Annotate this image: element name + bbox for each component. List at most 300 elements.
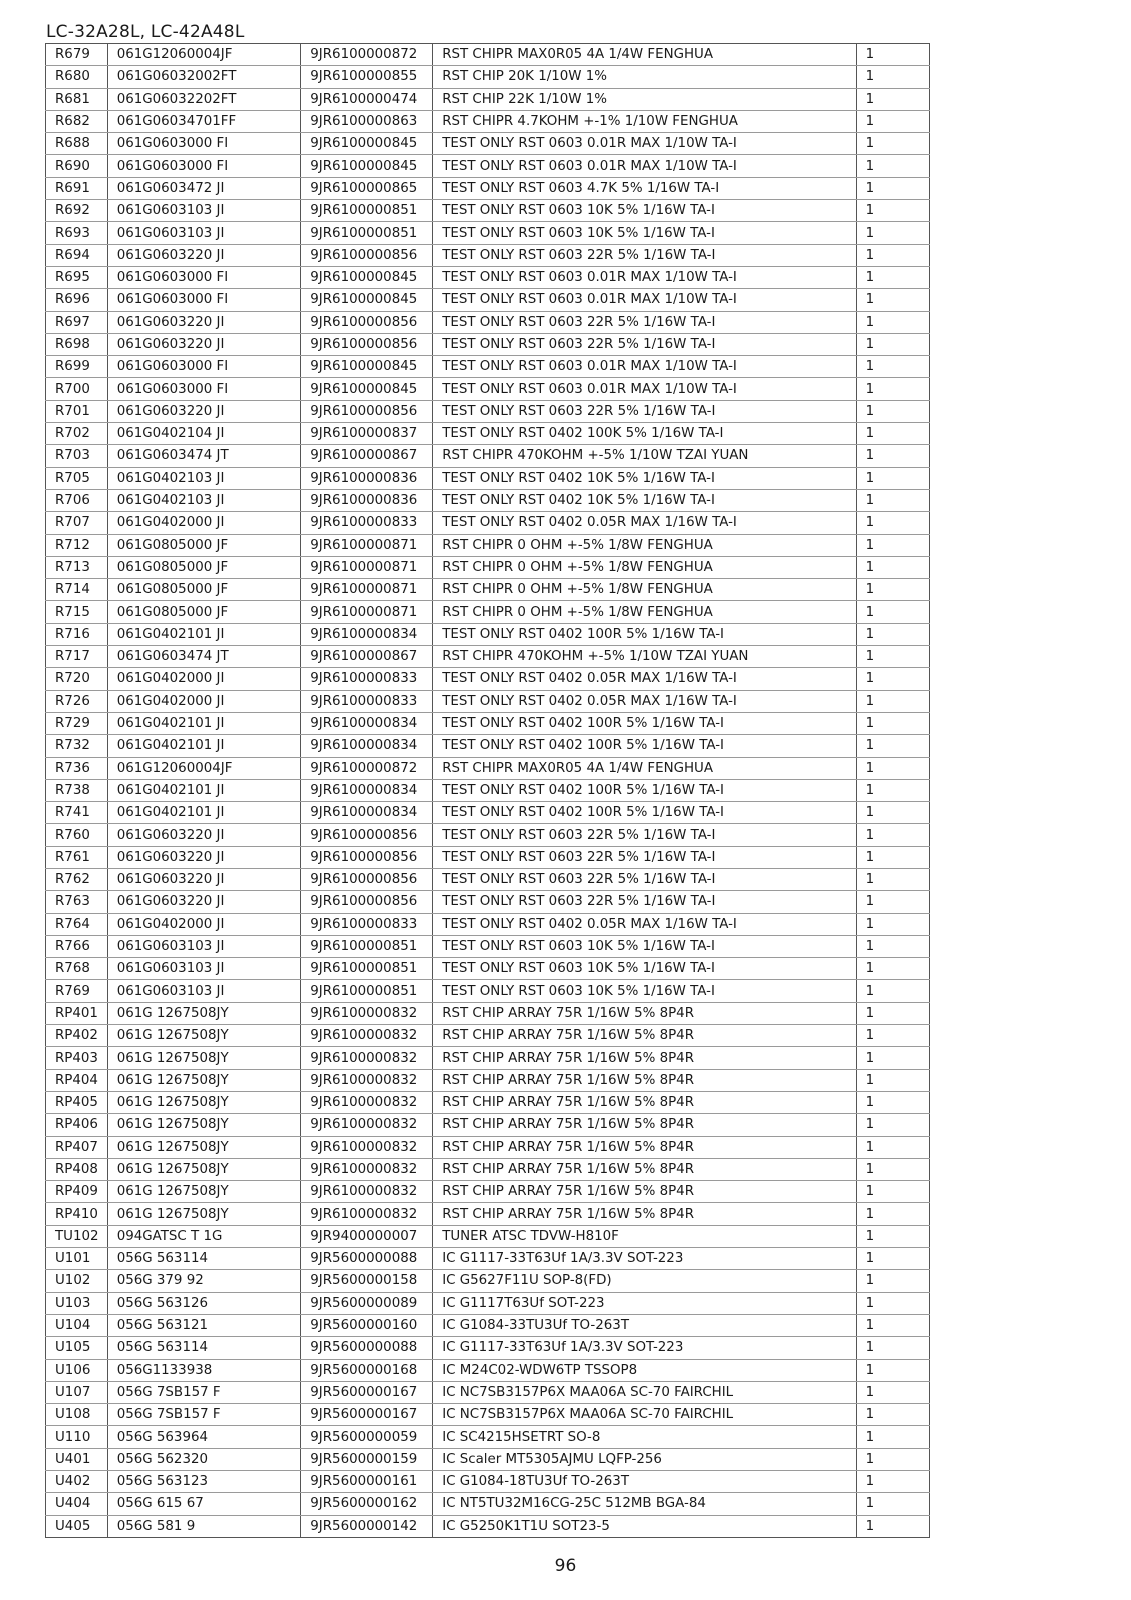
part-number-cell: 061G0603220 JI [107,891,301,913]
item-code-cell: 9JR5600000142 [301,1515,433,1537]
part-number-cell: 061G0805000 JF [107,579,301,601]
item-code-cell: 9JR6100000834 [301,623,433,645]
item-code-cell: 9JR6100000832 [301,1181,433,1203]
part-number-cell: 061G0603220 JI [107,333,301,355]
item-code-cell: 9JR6100000856 [301,824,433,846]
part-number-cell: 061G0402104 JI [107,423,301,445]
quantity-cell: 1 [856,66,929,88]
item-code-cell: 9JR5600000167 [301,1381,433,1403]
quantity-cell: 1 [856,935,929,957]
part-number-cell: 056G 563126 [107,1292,301,1314]
item-code-cell: 9JR6100000845 [301,133,433,155]
table-row [46,1292,930,1314]
part-number-cell: 056G 615 67 [107,1493,301,1515]
quantity-cell: 1 [856,1069,929,1091]
table-row [46,623,930,645]
part-number-cell: 061G12060004JF [107,44,301,66]
description-cell: RST CHIPR 470KOHM +-5% 1/10W TZAI YUAN [433,646,856,668]
quantity-cell: 1 [856,1002,929,1024]
ref-designator-cell: U401 [46,1448,108,1470]
quantity-cell: 1 [856,467,929,489]
description-cell: RST CHIP 22K 1/10W 1% [433,88,856,110]
ref-designator-cell: U103 [46,1292,108,1314]
quantity-cell: 1 [856,712,929,734]
table-row [46,868,930,890]
ref-designator-cell: R692 [46,200,108,222]
quantity-cell: 1 [856,266,929,288]
quantity-cell: 1 [856,1025,929,1047]
item-code-cell: 9JR6100000834 [301,802,433,824]
ref-designator-cell: R694 [46,244,108,266]
item-code-cell: 9JR6100000837 [301,423,433,445]
description-cell: TEST ONLY RST 0402 0.05R MAX 1/16W TA-I [433,512,856,534]
item-code-cell: 9JR6100000836 [301,467,433,489]
table-row [46,1381,930,1403]
description-cell: TEST ONLY RST 0402 0.05R MAX 1/16W TA-I [433,690,856,712]
table-row [46,1181,930,1203]
quantity-cell: 1 [856,356,929,378]
table-row [46,958,930,980]
quantity-cell: 1 [856,601,929,623]
item-code-cell: 9JR6100000832 [301,1069,433,1091]
ref-designator-cell: R697 [46,311,108,333]
quantity-cell: 1 [856,311,929,333]
item-code-cell: 9JR6100000833 [301,690,433,712]
ref-designator-cell: U404 [46,1493,108,1515]
description-cell: RST CHIP ARRAY 75R 1/16W 5% 8P4R [433,1025,856,1047]
quantity-cell: 1 [856,891,929,913]
quantity-cell: 1 [856,1136,929,1158]
parts-list-table [45,43,930,1538]
table-row [46,735,930,757]
description-cell: TUNER ATSC TDVW-H810F [433,1225,856,1247]
ref-designator-cell: R764 [46,913,108,935]
table-row [46,1114,930,1136]
description-cell: IC G1084-33TU3Uf TO-263T [433,1314,856,1336]
quantity-cell: 1 [856,735,929,757]
quantity-cell: 1 [856,1203,929,1225]
item-code-cell: 9JR5600000161 [301,1471,433,1493]
item-code-cell: 9JR5600000158 [301,1270,433,1292]
quantity-cell: 1 [856,824,929,846]
table-row [46,913,930,935]
description-cell: RST CHIP ARRAY 75R 1/16W 5% 8P4R [433,1203,856,1225]
ref-designator-cell: R713 [46,556,108,578]
ref-designator-cell: U402 [46,1471,108,1493]
table-row [46,935,930,957]
table-row [46,88,930,110]
ref-designator-cell: RP402 [46,1025,108,1047]
description-cell: IC G5250K1T1U SOT23-5 [433,1515,856,1537]
table-row [46,445,930,467]
ref-designator-cell: R701 [46,400,108,422]
description-cell: TEST ONLY RST 0402 100R 5% 1/16W TA-I [433,779,856,801]
ref-designator-cell: U105 [46,1337,108,1359]
ref-designator-cell: RP408 [46,1158,108,1180]
part-number-cell: 061G 1267508JY [107,1114,301,1136]
part-number-cell: 056G 563121 [107,1314,301,1336]
ref-designator-cell: R715 [46,601,108,623]
table-row [46,1270,930,1292]
ref-designator-cell: TU102 [46,1225,108,1247]
description-cell: TEST ONLY RST 0402 0.05R MAX 1/16W TA-I [433,913,856,935]
description-cell: RST CHIP ARRAY 75R 1/16W 5% 8P4R [433,1181,856,1203]
quantity-cell: 1 [856,1314,929,1336]
quantity-cell: 1 [856,802,929,824]
ref-designator-cell: R714 [46,579,108,601]
table-row [46,802,930,824]
description-cell: IC NT5TU32M16CG-25C 512MB BGA-84 [433,1493,856,1515]
table-row [46,757,930,779]
part-number-cell: 061G0402000 JI [107,913,301,935]
item-code-cell: 9JR6100000834 [301,735,433,757]
description-cell: TEST ONLY RST 0603 22R 5% 1/16W TA-I [433,311,856,333]
description-cell: TEST ONLY RST 0603 0.01R MAX 1/10W TA-I [433,266,856,288]
item-code-cell: 9JR5600000089 [301,1292,433,1314]
table-row [46,1025,930,1047]
description-cell: IC Scaler MT5305AJMU LQFP-256 [433,1448,856,1470]
ref-designator-cell: U102 [46,1270,108,1292]
ref-designator-cell: R702 [46,423,108,445]
ref-designator-cell: R768 [46,958,108,980]
table-row [46,467,930,489]
part-number-cell: 061G0603472 JI [107,177,301,199]
description-cell: IC G1117-33T63Uf 1A/3.3V SOT-223 [433,1248,856,1270]
part-number-cell: 061G0805000 JF [107,534,301,556]
table-row [46,489,930,511]
quantity-cell: 1 [856,668,929,690]
ref-designator-cell: R707 [46,512,108,534]
item-code-cell: 9JR6100000851 [301,958,433,980]
item-code-cell: 9JR6100000856 [301,891,433,913]
part-number-cell: 061G0805000 JF [107,601,301,623]
quantity-cell: 1 [856,44,929,66]
quantity-cell: 1 [856,423,929,445]
item-code-cell: 9JR6100000834 [301,779,433,801]
table-row [46,646,930,668]
item-code-cell: 9JR6100000871 [301,579,433,601]
item-code-cell: 9JR6100000872 [301,44,433,66]
ref-designator-cell: R691 [46,177,108,199]
part-number-cell: 061G0603103 JI [107,200,301,222]
part-number-cell: 056G 379 92 [107,1270,301,1292]
ref-designator-cell: RP409 [46,1181,108,1203]
ref-designator-cell: RP406 [46,1114,108,1136]
table-row [46,378,930,400]
quantity-cell: 1 [856,1158,929,1180]
quantity-cell: 1 [856,958,929,980]
item-code-cell: 9JR6100000867 [301,646,433,668]
description-cell: TEST ONLY RST 0603 0.01R MAX 1/10W TA-I [433,133,856,155]
table-row [46,1493,930,1515]
ref-designator-cell: R720 [46,668,108,690]
part-number-cell: 061G0603220 JI [107,846,301,868]
ref-designator-cell: R703 [46,445,108,467]
item-code-cell: 9JR5600000162 [301,1493,433,1515]
part-number-cell: 061G0603000 FI [107,155,301,177]
description-cell: RST CHIP 20K 1/10W 1% [433,66,856,88]
description-cell: TEST ONLY RST 0402 10K 5% 1/16W TA-I [433,489,856,511]
description-cell: TEST ONLY RST 0603 22R 5% 1/16W TA-I [433,333,856,355]
table-row [46,1002,930,1024]
item-code-cell: 9JR6100000863 [301,110,433,132]
quantity-cell: 1 [856,690,929,712]
part-number-cell: 061G0603474 JT [107,445,301,467]
quantity-cell: 1 [856,757,929,779]
quantity-cell: 1 [856,400,929,422]
description-cell: RST CHIPR 470KOHM +-5% 1/10W TZAI YUAN [433,445,856,467]
quantity-cell: 1 [856,177,929,199]
table-row [46,44,930,66]
table-row [46,110,930,132]
item-code-cell: 9JR6100000833 [301,913,433,935]
item-code-cell: 9JR6100000832 [301,1002,433,1024]
part-number-cell: 061G 1267508JY [107,1203,301,1225]
description-cell: RST CHIPR MAX0R05 4A 1/4W FENGHUA [433,757,856,779]
ref-designator-cell: R698 [46,333,108,355]
table-row [46,155,930,177]
table-row [46,1091,930,1113]
part-number-cell: 061G0402000 JI [107,668,301,690]
item-code-cell: 9JR6100000832 [301,1203,433,1225]
ref-designator-cell: R688 [46,133,108,155]
part-number-cell: 061G0603000 FI [107,289,301,311]
table-row [46,534,930,556]
part-number-cell: 061G 1267508JY [107,1091,301,1113]
description-cell: RST CHIP ARRAY 75R 1/16W 5% 8P4R [433,1136,856,1158]
part-number-cell: 061G0402103 JI [107,489,301,511]
part-number-cell: 061G0603474 JT [107,646,301,668]
description-cell: RST CHIPR 0 OHM +-5% 1/8W FENGHUA [433,579,856,601]
item-code-cell: 9JR6100000832 [301,1114,433,1136]
part-number-cell: 061G0402101 JI [107,712,301,734]
item-code-cell: 9JR6100000871 [301,534,433,556]
quantity-cell: 1 [856,489,929,511]
item-code-cell: 9JR6100000871 [301,556,433,578]
description-cell: TEST ONLY RST 0603 0.01R MAX 1/10W TA-I [433,378,856,400]
item-code-cell: 9JR6100000845 [301,266,433,288]
quantity-cell: 1 [856,1404,929,1426]
description-cell: TEST ONLY RST 0603 22R 5% 1/16W TA-I [433,244,856,266]
quantity-cell: 1 [856,1337,929,1359]
ref-designator-cell: U104 [46,1314,108,1336]
ref-designator-cell: R681 [46,88,108,110]
item-code-cell: 9JR5600000088 [301,1248,433,1270]
table-row [46,1314,930,1336]
description-cell: TEST ONLY RST 0603 0.01R MAX 1/10W TA-I [433,155,856,177]
part-number-cell: 061G0805000 JF [107,556,301,578]
description-cell: TEST ONLY RST 0402 100R 5% 1/16W TA-I [433,623,856,645]
item-code-cell: 9JR6100000845 [301,378,433,400]
ref-designator-cell: R763 [46,891,108,913]
item-code-cell: 9JR6100000871 [301,601,433,623]
description-cell: RST CHIPR 0 OHM +-5% 1/8W FENGHUA [433,556,856,578]
table-row [46,311,930,333]
item-code-cell: 9JR6100000832 [301,1025,433,1047]
ref-designator-cell: RP401 [46,1002,108,1024]
part-number-cell: 056G 563114 [107,1248,301,1270]
part-number-cell: 061G06032202FT [107,88,301,110]
item-code-cell: 9JR6100000833 [301,512,433,534]
ref-designator-cell: R680 [46,66,108,88]
description-cell: TEST ONLY RST 0402 100R 5% 1/16W TA-I [433,802,856,824]
quantity-cell: 1 [856,1359,929,1381]
quantity-cell: 1 [856,646,929,668]
description-cell: TEST ONLY RST 0402 0.05R MAX 1/16W TA-I [433,668,856,690]
description-cell: TEST ONLY RST 0603 10K 5% 1/16W TA-I [433,222,856,244]
quantity-cell: 1 [856,1270,929,1292]
table-row [46,1448,930,1470]
table-row [46,980,930,1002]
description-cell: IC NC7SB3157P6X MAA06A SC-70 FAIRCHIL [433,1404,856,1426]
description-cell: TEST ONLY RST 0402 10K 5% 1/16W TA-I [433,467,856,489]
table-row [46,1515,930,1537]
item-code-cell: 9JR6100000832 [301,1136,433,1158]
part-number-cell: 061G12060004JF [107,757,301,779]
ref-designator-cell: U106 [46,1359,108,1381]
table-row [46,1248,930,1270]
part-number-cell: 061G0402000 JI [107,512,301,534]
item-code-cell: 9JR6100000474 [301,88,433,110]
quantity-cell: 1 [856,846,929,868]
item-code-cell: 9JR6100000845 [301,356,433,378]
table-row [46,1471,930,1493]
quantity-cell: 1 [856,445,929,467]
part-number-cell: 061G0603000 FI [107,378,301,400]
description-cell: RST CHIPR 4.7KOHM +-1% 1/10W FENGHUA [433,110,856,132]
quantity-cell: 1 [856,623,929,645]
quantity-cell: 1 [856,1493,929,1515]
description-cell: TEST ONLY RST 0603 22R 5% 1/16W TA-I [433,868,856,890]
page-header-model: LC-32A28L, LC-42A48L [46,22,245,42]
quantity-cell: 1 [856,534,929,556]
description-cell: RST CHIPR 0 OHM +-5% 1/8W FENGHUA [433,534,856,556]
description-cell: TEST ONLY RST 0603 22R 5% 1/16W TA-I [433,400,856,422]
part-number-cell: 061G0402101 JI [107,735,301,757]
description-cell: IC G1084-18TU3Uf TO-263T [433,1471,856,1493]
description-cell: TEST ONLY RST 0603 22R 5% 1/16W TA-I [433,891,856,913]
item-code-cell: 9JR6100000851 [301,222,433,244]
item-code-cell: 9JR6100000856 [301,244,433,266]
item-code-cell: 9JR5600000159 [301,1448,433,1470]
ref-designator-cell: U108 [46,1404,108,1426]
table-row [46,846,930,868]
ref-designator-cell: RP405 [46,1091,108,1113]
quantity-cell: 1 [856,244,929,266]
table-row [46,824,930,846]
ref-designator-cell: U107 [46,1381,108,1403]
ref-designator-cell: R705 [46,467,108,489]
part-number-cell: 061G 1267508JY [107,1069,301,1091]
ref-designator-cell: R769 [46,980,108,1002]
description-cell: TEST ONLY RST 0402 100R 5% 1/16W TA-I [433,735,856,757]
table-row [46,579,930,601]
description-cell: TEST ONLY RST 0603 22R 5% 1/16W TA-I [433,824,856,846]
ref-designator-cell: R729 [46,712,108,734]
item-code-cell: 9JR6100000856 [301,868,433,890]
part-number-cell: 061G0603000 FI [107,356,301,378]
quantity-cell: 1 [856,1114,929,1136]
ref-designator-cell: U110 [46,1426,108,1448]
ref-designator-cell: R741 [46,802,108,824]
quantity-cell: 1 [856,779,929,801]
quantity-cell: 1 [856,333,929,355]
description-cell: TEST ONLY RST 0603 10K 5% 1/16W TA-I [433,200,856,222]
quantity-cell: 1 [856,378,929,400]
description-cell: IC G1117-33T63Uf 1A/3.3V SOT-223 [433,1337,856,1359]
ref-designator-cell: R706 [46,489,108,511]
table-row [46,1069,930,1091]
description-cell: RST CHIP ARRAY 75R 1/16W 5% 8P4R [433,1002,856,1024]
item-code-cell: 9JR5600000168 [301,1359,433,1381]
item-code-cell: 9JR6100000855 [301,66,433,88]
ref-designator-cell: R717 [46,646,108,668]
part-number-cell: 061G0603103 JI [107,935,301,957]
item-code-cell: 9JR5600000167 [301,1404,433,1426]
item-code-cell: 9JR6100000851 [301,935,433,957]
item-code-cell: 9JR6100000836 [301,489,433,511]
item-code-cell: 9JR6100000851 [301,200,433,222]
description-cell: IC G5627F11U SOP-8(FD) [433,1270,856,1292]
table-row [46,668,930,690]
quantity-cell: 1 [856,110,929,132]
item-code-cell: 9JR5600000059 [301,1426,433,1448]
quantity-cell: 1 [856,155,929,177]
quantity-cell: 1 [856,579,929,601]
quantity-cell: 1 [856,1381,929,1403]
part-number-cell: 061G0402103 JI [107,467,301,489]
table-row [46,1203,930,1225]
description-cell: TEST ONLY RST 0402 100K 5% 1/16W TA-I [433,423,856,445]
item-code-cell: 9JR6100000851 [301,980,433,1002]
quantity-cell: 1 [856,1515,929,1537]
table-row [46,133,930,155]
quantity-cell: 1 [856,556,929,578]
quantity-cell: 1 [856,1292,929,1314]
quantity-cell: 1 [856,1426,929,1448]
part-number-cell: 056G 7SB157 F [107,1404,301,1426]
part-number-cell: 061G 1267508JY [107,1136,301,1158]
item-code-cell: 9JR6100000865 [301,177,433,199]
quantity-cell: 1 [856,868,929,890]
part-number-cell: 061G0603103 JI [107,980,301,1002]
quantity-cell: 1 [856,1225,929,1247]
ref-designator-cell: R693 [46,222,108,244]
item-code-cell: 9JR6100000834 [301,712,433,734]
ref-designator-cell: R696 [46,289,108,311]
item-code-cell: 9JR6100000856 [301,846,433,868]
part-number-cell: 061G 1267508JY [107,1025,301,1047]
quantity-cell: 1 [856,289,929,311]
table-row [46,1337,930,1359]
quantity-cell: 1 [856,913,929,935]
description-cell: TEST ONLY RST 0603 10K 5% 1/16W TA-I [433,935,856,957]
ref-designator-cell: R760 [46,824,108,846]
quantity-cell: 1 [856,1248,929,1270]
description-cell: RST CHIPR 0 OHM +-5% 1/8W FENGHUA [433,601,856,623]
ref-designator-cell: RP403 [46,1047,108,1069]
ref-designator-cell: R712 [46,534,108,556]
ref-designator-cell: R695 [46,266,108,288]
item-code-cell: 9JR6100000845 [301,289,433,311]
description-cell: TEST ONLY RST 0603 0.01R MAX 1/10W TA-I [433,356,856,378]
part-number-cell: 094GATSC T 1G [107,1225,301,1247]
part-number-cell: 056G 563114 [107,1337,301,1359]
description-cell: TEST ONLY RST 0603 10K 5% 1/16W TA-I [433,980,856,1002]
part-number-cell: 061G0402101 JI [107,802,301,824]
ref-designator-cell: R762 [46,868,108,890]
description-cell: IC SC4215HSETRT SO-8 [433,1426,856,1448]
